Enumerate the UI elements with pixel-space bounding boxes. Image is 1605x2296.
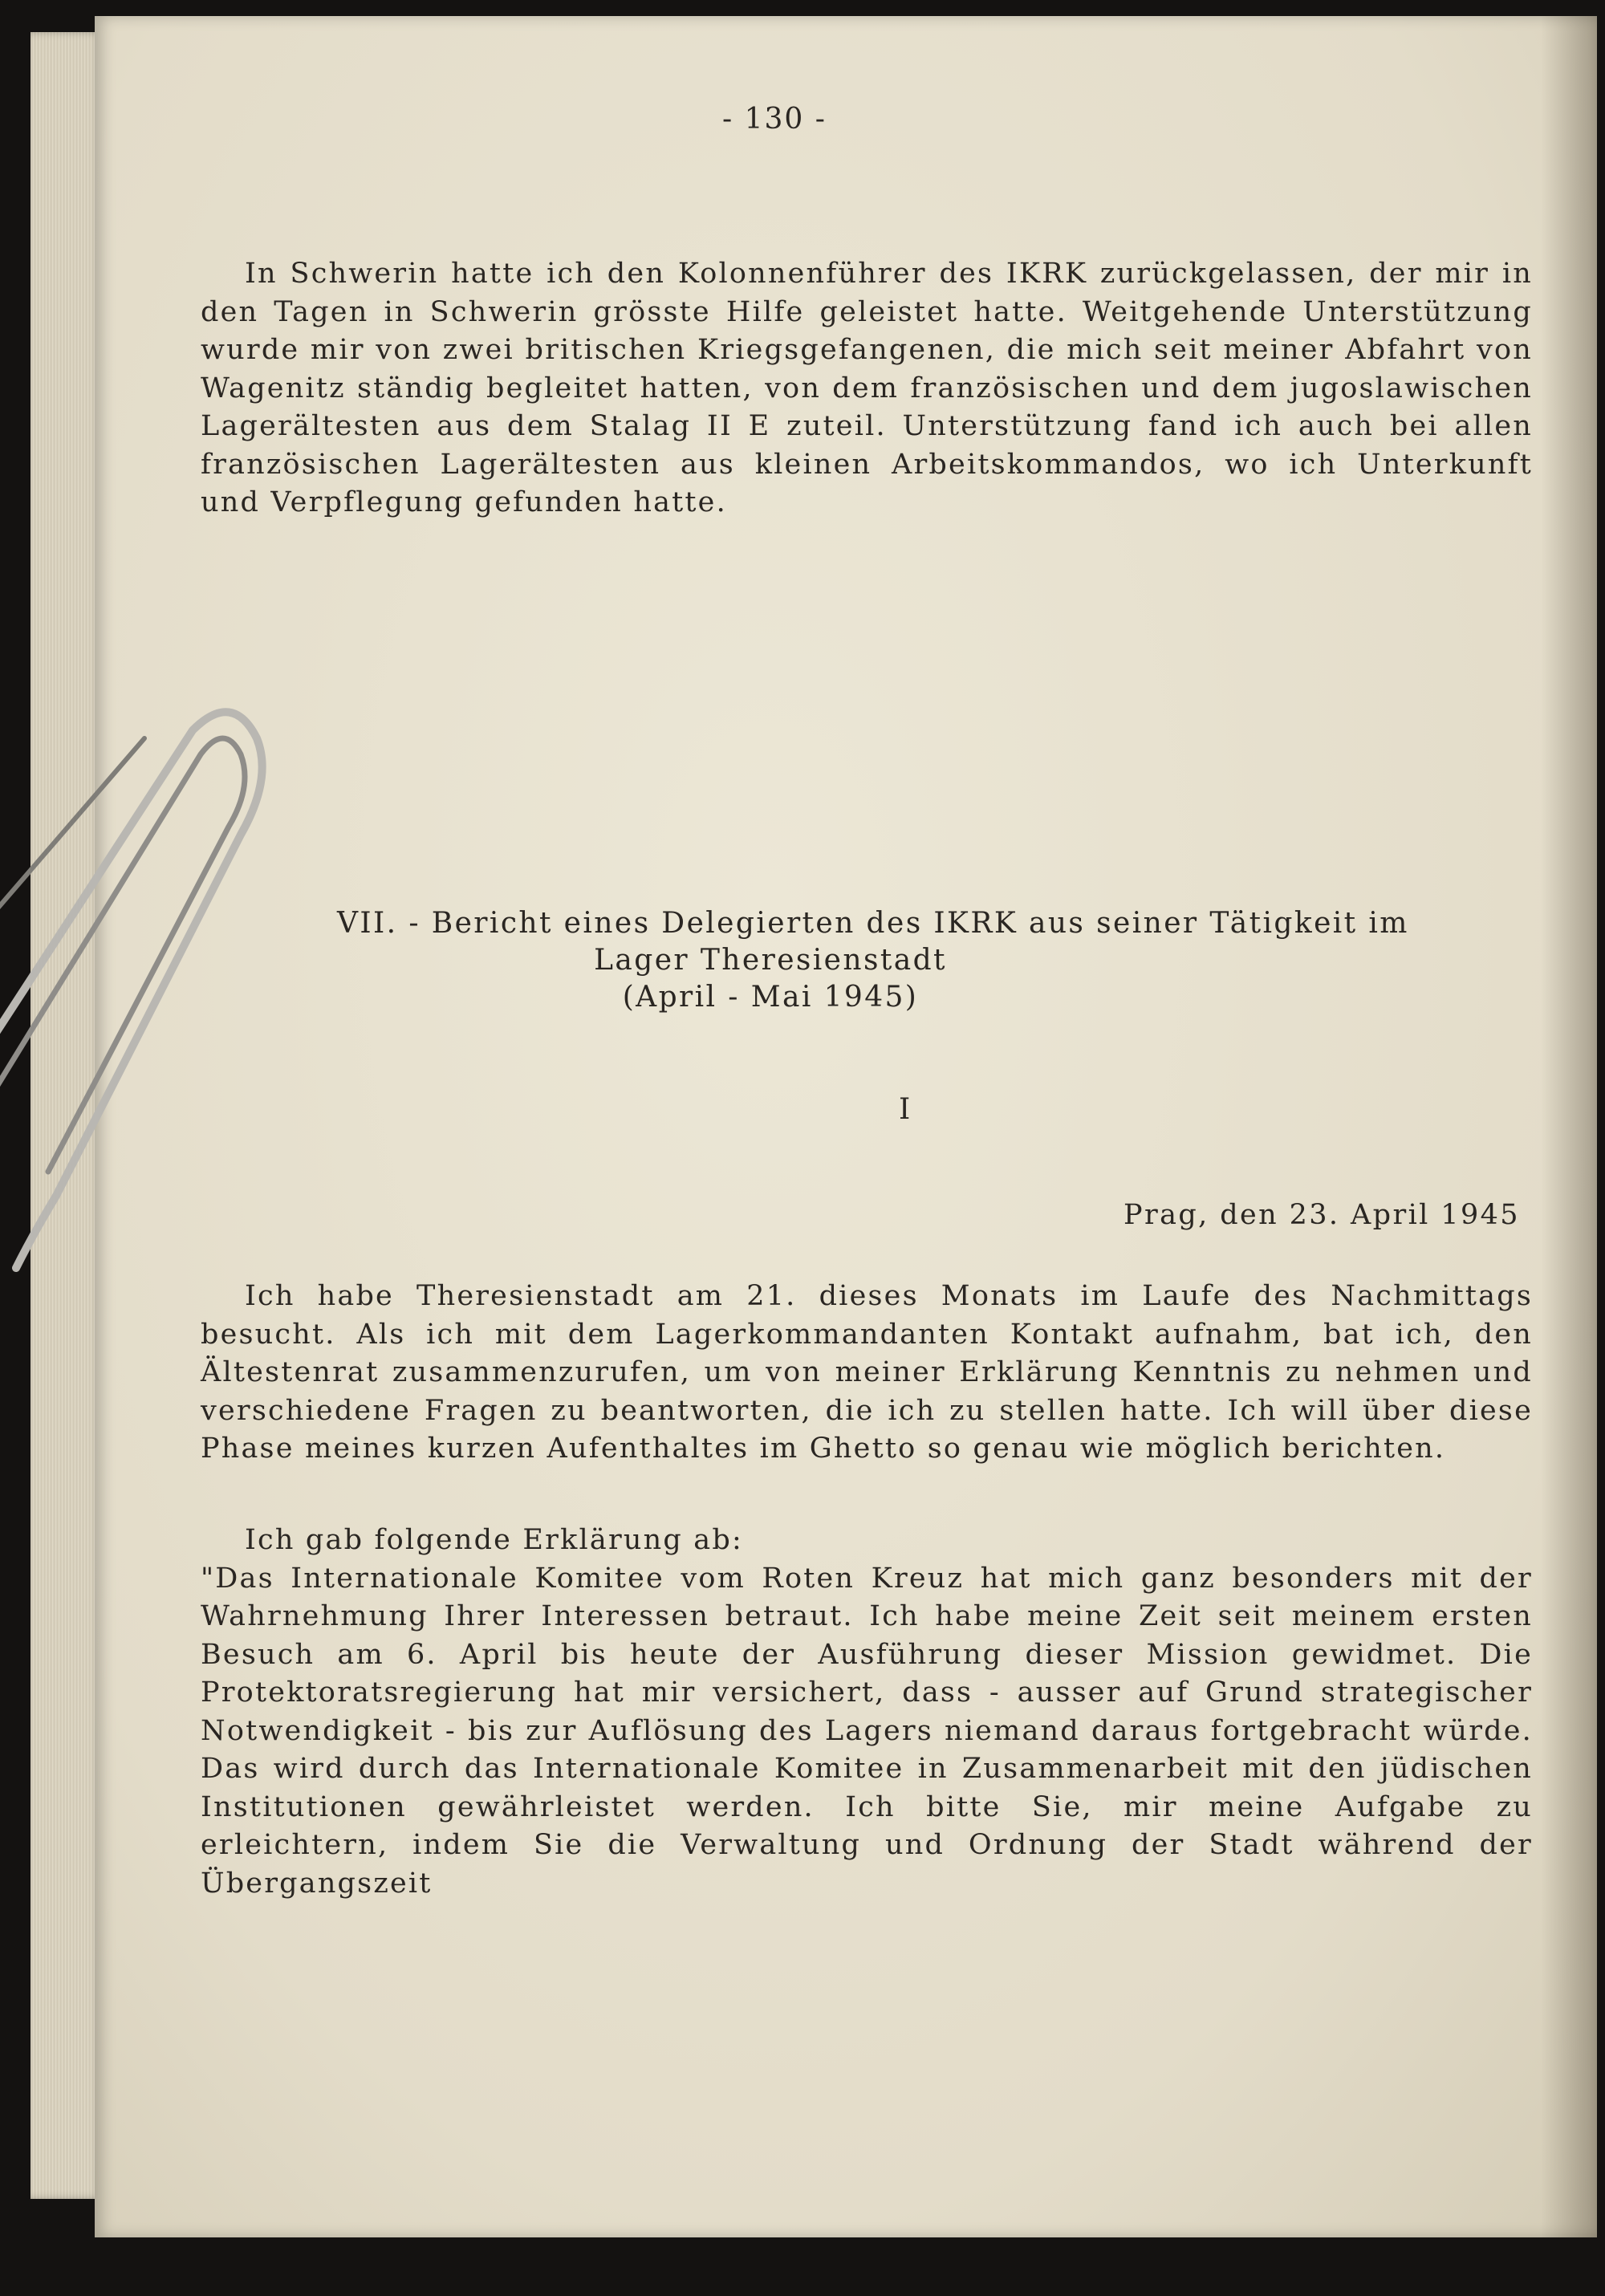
paragraph-visit <box>201 1278 1533 1469</box>
paragraph-declaration <box>201 1522 1533 1903</box>
section-heading-line-2: Lager Theresienstadt <box>594 944 947 977</box>
section-heading-line-1: VII. - Bericht eines Delegierten des IKRK aus seiner Tätigkeit im <box>337 907 1409 940</box>
subsection-numeral: I <box>899 1093 911 1126</box>
page-number: - 130 - <box>722 103 827 136</box>
paragraph-schwerin <box>201 255 1533 522</box>
paper-clip-icon <box>0 706 289 1300</box>
section-heading-line-3: (April - Mai 1945) <box>622 981 919 1014</box>
dateline: Prag, den 23. April 1945 <box>1124 1199 1520 1231</box>
paragraph-text: In Schwerin hatte ich den Kolonnenführer des IKRK zurückgelassen, der mir in den Tagen in Schwerin grösste Hilfe geleistet hatte. Weitgehende Unterstützung wurde mir von zwei britischen Kriegsgefangenen, die mich seit meiner Abfahrt von Wagenitz ständig begleitet hatten, von dem französischen und dem jugoslawischen Lagerältesten aus dem Stalag II E zuteil. Unterstützung fand ich auch bei allen französischen Lagerältesten aus kleinen Arbeitskommandos, wo ich Unterkunft und Verpflegung gefunden hatte. <box>201 258 1533 518</box>
declaration-intro: Ich gab folgende Erklärung ab: <box>245 1524 743 1556</box>
paragraph-text: Ich habe Theresienstadt am 21. dieses Monats im Laufe des Nachmittags besucht. Als ich mit dem Lagerkommandanten Kontakt aufnahm, bat ich, den Ältestenrat zusammenzurufen, um von meiner Erklärung Kenntnis zu nehmen und verschiedene Fragen zu beantworten, die ich zu stellen hatte. Ich will über diese Phase meines kurzen Aufenthaltes im Ghetto so genau wie möglich berichten. <box>201 1280 1533 1465</box>
spine-shadow <box>1541 16 1597 2237</box>
section-heading <box>337 905 1533 1016</box>
declaration-quote: "Das Internationale Komitee vom Roten Kreuz hat mich ganz besonders mit der Wahrnehmung Ihrer Interessen betraut. Ich habe meine Zeit seit meinem ersten Besuch am 6. April bis heute der Ausführung dieser Mission gewidmet. Die Protektoratsregierung hat mir versichert, dass - ausser auf Grund strategischer Notwendigkeit - bis zur Auflösung des Lagers niemand daraus fortgebracht würde. Das wird durch das Internationale Komitee in Zusammenarbeit mit den jüdischen Institutionen gewährleistet werden. Ich bitte Sie, mir meine Aufgabe zu erleichtern, indem Sie die Verwaltung und Ordnung der Stadt während der Übergangszeit <box>201 1562 1533 1900</box>
